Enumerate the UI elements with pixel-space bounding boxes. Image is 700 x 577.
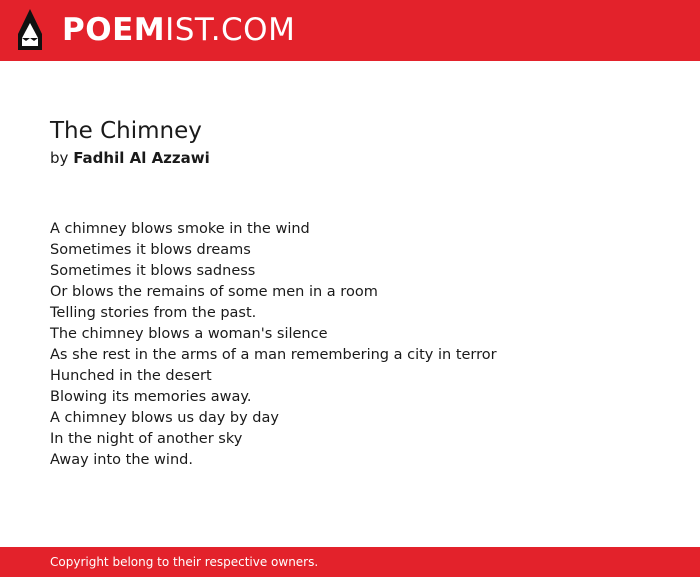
- poem-line: Or blows the remains of some men in a room: [50, 284, 378, 300]
- poem-line: Sometimes it blows sadness: [50, 263, 256, 279]
- copyright-notice: Copyright belong to their respective owners.: [50, 555, 319, 569]
- site-logo-link[interactable]: [16, 8, 295, 52]
- poem-line: A chimney blows us day by day: [50, 410, 279, 426]
- poem-line: Away into the wind.: [50, 452, 193, 468]
- site-header: [0, 0, 700, 61]
- poem-title: The Chimney: [50, 118, 202, 144]
- poem-line: Hunched in the desert: [50, 368, 212, 384]
- poem-author: Fadhil Al Azzawi: [73, 149, 210, 167]
- poem-line: The chimney blows a woman's silence: [50, 326, 328, 342]
- logo-text-light: IST.COM: [165, 12, 296, 48]
- site-logo-wordmark: [62, 8, 295, 52]
- poem-line: Blowing its memories away.: [50, 389, 252, 405]
- poem-line: In the night of another sky: [50, 431, 243, 447]
- poem-byline: [50, 148, 650, 168]
- poem-line: As she rest in the arms of a man remembering a city in terror: [50, 347, 497, 363]
- poem-content: [50, 116, 650, 471]
- poem-line: Sometimes it blows dreams: [50, 242, 251, 258]
- poem-line: Telling stories from the past.: [50, 305, 257, 321]
- poem-line: A chimney blows smoke in the wind: [50, 221, 310, 237]
- pencil-tip-icon: [16, 8, 44, 52]
- by-label: by: [50, 149, 69, 167]
- logo-text-bold: POEM: [62, 12, 166, 48]
- site-footer: [0, 547, 700, 577]
- poem-body: [50, 219, 650, 471]
